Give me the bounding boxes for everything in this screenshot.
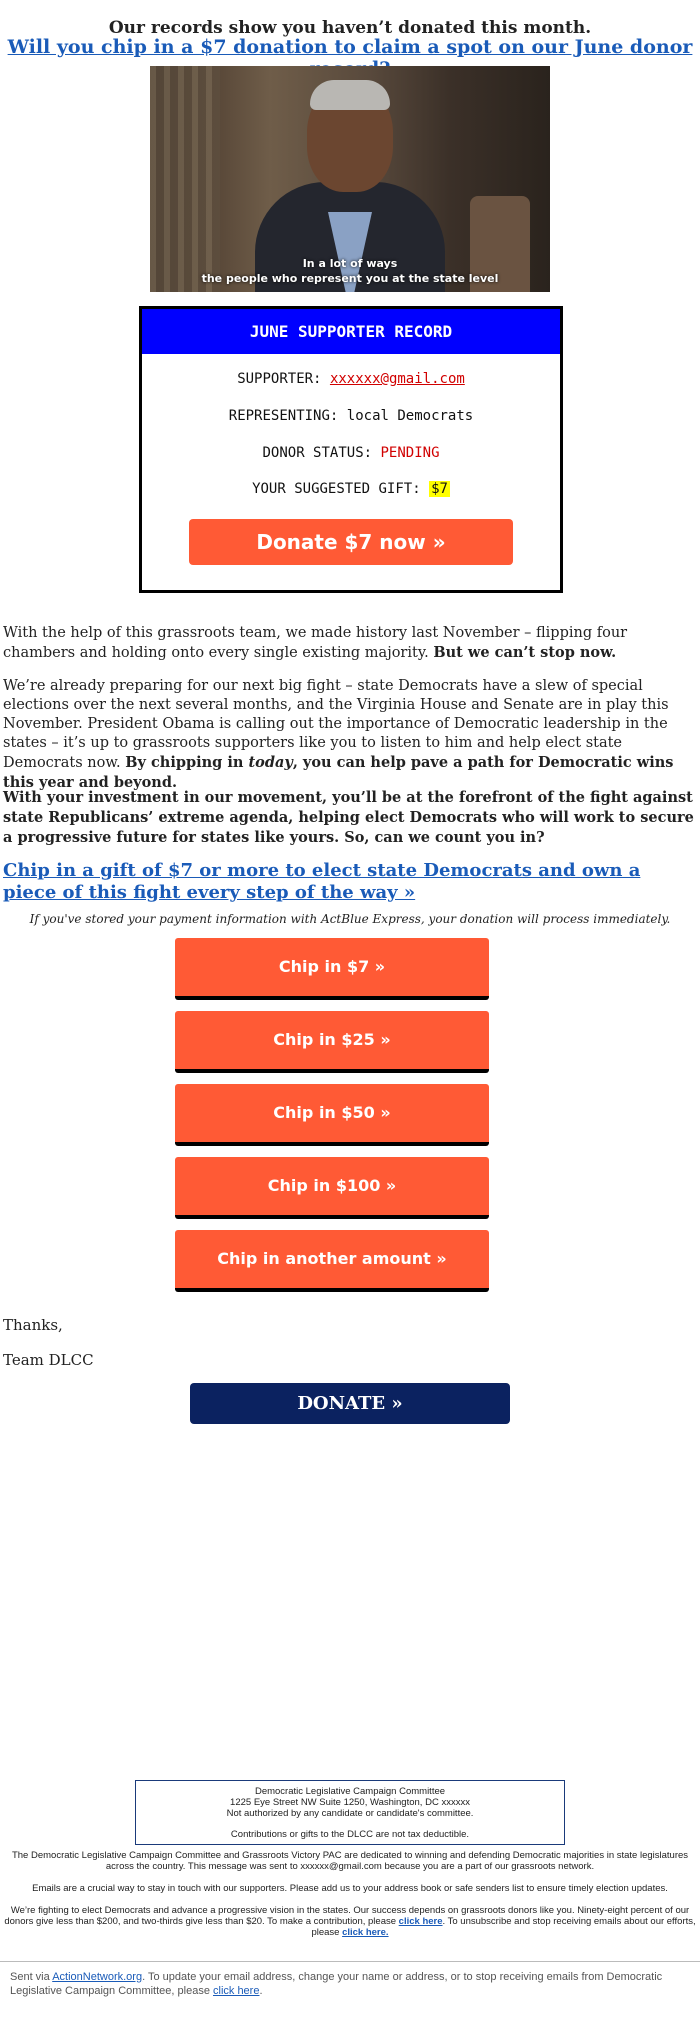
p2-bold-italic: today [248, 754, 293, 771]
gift-label: YOUR SUGGESTED GIFT: [252, 481, 421, 497]
footer-unsubscribe-text: . To unsubscribe and stop receiving emails about our efforts, please [311, 1916, 696, 1938]
intro-donation-link[interactable]: Will you chip in a $7 donation to claim a spot on our June donor [7, 36, 693, 58]
footer-org: Democratic Legislative Campaign Committee [254, 1786, 446, 1797]
record-supporter-row [142, 371, 560, 387]
footer-fighting [0, 1905, 700, 1938]
paragraph-next-fight [3, 677, 697, 793]
unsubscribe-click-here-link[interactable]: click here. [342, 1927, 389, 1938]
footer-crucial: Emails are a crucial way to stay in touch with our supporters. Please add us to your address book or safe senders list to ensure timely election updates. [32, 1883, 668, 1894]
video-caption-line2: the people who represent you at the state level [201, 272, 499, 285]
speaker-hair [310, 80, 390, 110]
chip-in-other-button[interactable]: Chip in another amount » [175, 1230, 489, 1292]
footer-disclaimer-box [135, 1780, 565, 1845]
p2-bold-a: By chipping in [125, 754, 249, 771]
intro-headline: Our records show you haven’t donated this month. [108, 18, 592, 38]
sent-via-text: Sent via [10, 1971, 53, 1983]
chip-in-50-button[interactable]: Chip in $50 » [175, 1084, 489, 1146]
donate-7-now-button[interactable]: Donate $7 now » [189, 519, 513, 565]
signoff-team: Team DLCC [3, 1351, 94, 1369]
footer-divider [0, 1961, 700, 1962]
representing-value: local Democrats [346, 408, 474, 424]
footer-tax-note: Contributions or gifts to the DLCC are not tax deductible. [230, 1829, 470, 1840]
footer-dedication: The Democratic Legislative Campaign Committee and Grassroots Victory PAC are dedicated to winning and defending Democratic majorities in state legislatures across the country. This message was sent to xxxxxx@gmail.com because you are a part of our grassroots network. [11, 1850, 689, 1872]
record-status-row [142, 445, 560, 461]
footer-address: 1225 Eye Street NW Suite 1250, Washington, DC xxxxxx [230, 1797, 470, 1808]
p2-text: We’re already preparing for our next big fight – state Democrats have a slew of special elections over the next several months, and the Virginia House and Senate are in play this November. President Obama is calling out the importance of Democratic leadership in the states – it’s up to grassroots supporters like you to listen to him and help elect state Democrats now. [3, 678, 669, 771]
video-caption-line1: In a lot of ways [302, 257, 398, 270]
sent-via-end: . [259, 1985, 263, 1997]
footer-fighting-text: We’re fighting to elect Democrats and advance a progressive vision in the states. Our success depends on grassroots donors like you. Ninety-eight percent of our donors give less than $200, and two-thirds give less than $20. To make a contribution, please [4, 1905, 690, 1927]
supporter-email-link[interactable]: xxxxxx@gmail.com [329, 371, 465, 387]
gift-value: $7 [431, 481, 448, 497]
donate-button[interactable]: DONATE » [190, 1383, 510, 1424]
p1-bold: But we can’t stop now. [433, 644, 617, 661]
chip-in-cta-link[interactable]: Chip in a gift of $7 or more to elect state Democrats and own a piece of this fight every step of the way » [3, 860, 641, 903]
signoff-thanks: Thanks, [3, 1316, 63, 1334]
representing-label: REPRESENTING: [228, 408, 339, 424]
chip-in-7-button[interactable]: Chip in $7 » [175, 938, 489, 1000]
actblue-express-note: If you've stored your payment information with ActBlue Express, your donation will process immediately. [29, 912, 671, 926]
p3-bold: With your investment in our movement, you’ll be at the forefront of the fight against state Republicans’ extreme agenda, helping elect Democrats who will work to secure a progressive future for states like yours. So, can we count you in? [3, 789, 694, 846]
paragraph-history [3, 624, 697, 663]
chip-in-100-button[interactable]: Chip in $100 » [175, 1157, 489, 1219]
record-title: JUNE SUPPORTER RECORD [142, 309, 560, 354]
footer-not-authorized: Not authorized by any candidate or candidate's committee. [226, 1808, 474, 1819]
record-gift-row [142, 481, 560, 497]
status-label: DONOR STATUS: [262, 445, 373, 461]
contribute-click-here-link[interactable]: click here [398, 1916, 443, 1927]
record-representing-row [142, 408, 560, 424]
sent-via-note [10, 1970, 690, 1998]
actionnetwork-link[interactable]: ActionNetwork.org [52, 1971, 143, 1983]
chip-in-25-button[interactable]: Chip in $25 » [175, 1011, 489, 1073]
p2-bold-b: , you can help pave a path for Democratic wins this year and beyond. [3, 754, 674, 791]
supporter-record-card [139, 306, 563, 593]
status-value: PENDING [380, 445, 440, 461]
p1-text: With the help of this grassroots team, we made history last November – flipping four chambers and holding onto every single existing majority. [3, 625, 628, 661]
supporter-label: SUPPORTER: [237, 371, 322, 387]
paragraph-investment [3, 788, 697, 848]
update-click-here-link[interactable]: click here [213, 1985, 260, 1997]
hero-video-image[interactable] [150, 66, 550, 292]
sent-via-rest: . To update your email address, change your name or address, or to stop receiving emails from Democratic Legislative Campaign Committee, please [10, 1971, 663, 1997]
